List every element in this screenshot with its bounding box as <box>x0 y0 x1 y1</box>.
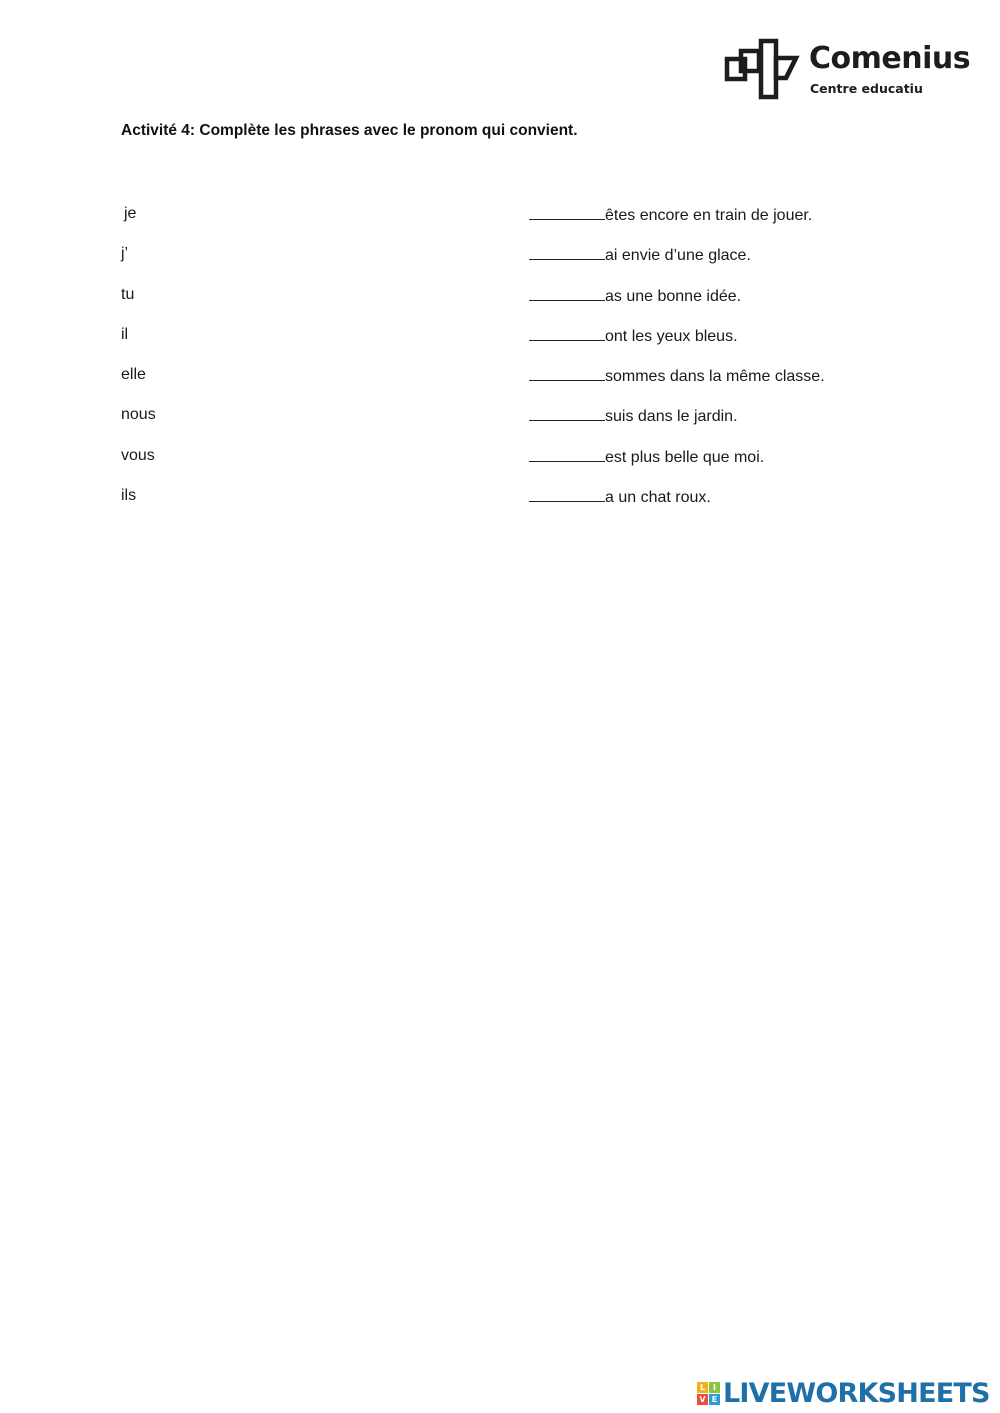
sentence-row <box>529 205 825 245</box>
sentence-text: sommes dans la même classe. <box>605 368 825 386</box>
logo-name: Comenius <box>809 41 971 76</box>
liveworksheets-icon <box>697 1382 720 1405</box>
pronoun-item: il <box>121 325 129 343</box>
pronoun-item: j’ <box>121 245 129 263</box>
answer-blank[interactable] <box>529 286 605 301</box>
comenius-logo-icon <box>724 38 800 100</box>
sentence-text: est plus belle que moi. <box>605 448 765 466</box>
sentence-row <box>529 487 825 527</box>
lw-icon-letter: I <box>709 1382 720 1393</box>
sentence-text: as une bonne idée. <box>605 287 742 305</box>
pronoun-item: tu <box>121 285 135 303</box>
sentence-row <box>529 447 825 487</box>
pronoun-list <box>121 205 156 527</box>
sentence-text: ont les yeux bleus. <box>605 327 738 345</box>
sentence-row <box>529 406 825 446</box>
lw-icon-letter: L <box>697 1382 708 1393</box>
pronoun-item: ils <box>121 487 137 505</box>
pronoun-item: vous <box>121 446 155 464</box>
lw-icon-letter: E <box>709 1394 720 1405</box>
sentence-text: a un chat roux. <box>605 489 711 507</box>
sentence-text: ai envie d’une glace. <box>605 247 751 265</box>
answer-blank[interactable] <box>529 366 605 381</box>
liveworksheets-footer[interactable] <box>697 1378 990 1408</box>
answer-blank[interactable] <box>529 447 605 462</box>
lw-icon-letter: V <box>697 1394 708 1405</box>
answer-blank[interactable] <box>529 487 605 502</box>
pronoun-item: je <box>124 205 137 222</box>
pronoun-item: nous <box>121 406 156 424</box>
sentence-row <box>529 286 825 326</box>
logo-subtitle: Centre educatiu <box>810 81 923 96</box>
comenius-logo <box>724 38 971 102</box>
answer-blank[interactable] <box>529 406 605 421</box>
sentence-text: êtes encore en train de jouer. <box>605 207 813 224</box>
liveworksheets-brand: LIVEWORKSHEETS <box>723 1377 990 1409</box>
sentence-list <box>529 205 825 527</box>
sentence-row <box>529 366 825 406</box>
answer-blank[interactable] <box>529 245 605 260</box>
sentence-row <box>529 245 825 285</box>
answer-blank[interactable] <box>529 205 605 220</box>
pronoun-item: elle <box>121 366 146 384</box>
activity-title: Activité 4: Complète les phrases avec le pronom qui convient. <box>121 122 578 139</box>
sentence-text: suis dans le jardin. <box>605 408 738 426</box>
answer-blank[interactable] <box>529 326 605 341</box>
sentence-row <box>529 326 825 366</box>
